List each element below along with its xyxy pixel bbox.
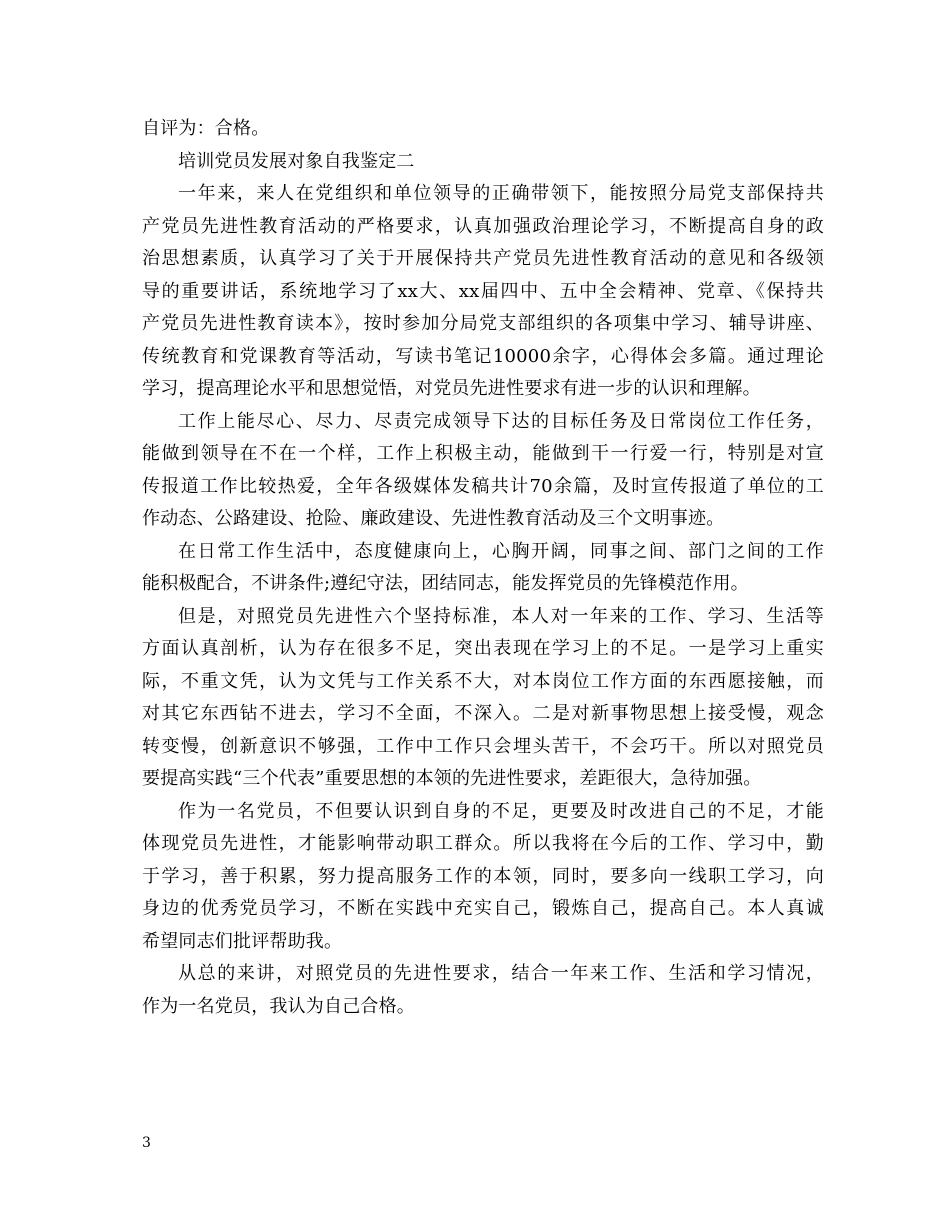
text-line: 对其它东西钻不进去，学习不全面，不深入。二是对新事物思想上接受慢，观念 — [142, 703, 824, 724]
text-line: 培训党员发展对象自我鉴定二 — [178, 150, 415, 172]
text-line: 作动态、公路建设、抢险、廉政建设、先进性教育活动及三个文明事迹。 — [142, 508, 725, 529]
text-line: 要提高实践“三个代表”重要思想的本领的先进性要求，差距很大，急待加强。 — [142, 768, 762, 789]
text-line: 导的重要讲话，系统地学习了xx大、xx届四中、五中全会精神、党章、《保持共 — [142, 280, 824, 302]
text-line: 学习，提高理论水平和思想觉悟，对党员先进性要求有进一步的认识和理解。 — [142, 378, 761, 399]
text-line: 能做到领导在不在一个样，工作上积极主动，能做到干一行爱一行，特别是对宣 — [142, 443, 824, 464]
text-line: 一年来，来人在党组织和单位领导的正确带领下，能按照分局党支部保持共 — [178, 183, 824, 204]
text-line: 产党员先进性教育读本》，按时参加分局党支部组织的各项集中学习、辅导讲座、 — [142, 313, 824, 334]
text-line: 工作上能尽心、尽力、尽责完成领导下达的目标任务及日常岗位工作任务， — [178, 410, 824, 432]
text-line: 治思想素质，认真学习了关于开展保持共产党员先进性教育活动的意见和各级领 — [142, 248, 824, 269]
text-line: 于学习，善于积累，努力提高服务工作的本领，同时，要多向一线职工学习，向 — [142, 865, 824, 887]
text-line: 际，不重文凭，认为文凭与工作关系不大，对本岗位工作方面的东西愿接触，而 — [142, 670, 824, 692]
text-line: 转变慢，创新意识不够强，工作中工作只会埋头苦干，不会巧干。所以对照党员 — [142, 735, 824, 757]
text-line: 体现党员先进性，才能影响带动职工群众。所以我将在今后的工作、学习中，勤 — [142, 833, 824, 854]
text-line: 但是，对照党员先进性六个坚持标准，本人对一年来的工作、学习、生活等 — [178, 605, 824, 627]
text-line: 在日常工作生活中，态度健康向上，心胸开阔，同事之间、部门之间的工作 — [178, 540, 824, 562]
text-line: 传统教育和党课教育等活动，写读书笔记10000余字，心得体会多篇。通过理论 — [142, 345, 824, 367]
text-line: 自评为：合格。 — [142, 118, 270, 139]
text-line: 作为一名党员，不但要认识到自身的不足，更要及时改进自己的不足，才能 — [178, 800, 824, 822]
text-line: 方面认真剖析，认为存在很多不足，突出表现在学习上的不足。一是学习上重实 — [142, 638, 824, 659]
text-line: 传报道工作比较热爱，全年各级媒体发稿共计70余篇，及时宣传报道了单位的工 — [142, 475, 824, 497]
page-number: 3 — [142, 1135, 151, 1151]
text-line: 产党员先进性教育活动的严格要求，认真加强政治理论学习，不断提高自身的政 — [142, 215, 824, 237]
text-line: 能积极配合，不讲条件;遵纪守法，团结同志，能发挥党员的先锋模范作用。 — [142, 573, 749, 594]
text-line: 希望同志们批评帮助我。 — [142, 930, 343, 952]
document-body — [142, 113, 824, 1023]
text-line: 身边的优秀党员学习，不断在实践中充实自己，锻炼自己，提高自己。本人真诚 — [142, 898, 824, 919]
text-line: 作为一名党员，我认为自己合格。 — [142, 995, 415, 1017]
text-line: 从总的来讲，对照党员的先进性要求，结合一年来工作、生活和学习情况， — [178, 963, 824, 984]
